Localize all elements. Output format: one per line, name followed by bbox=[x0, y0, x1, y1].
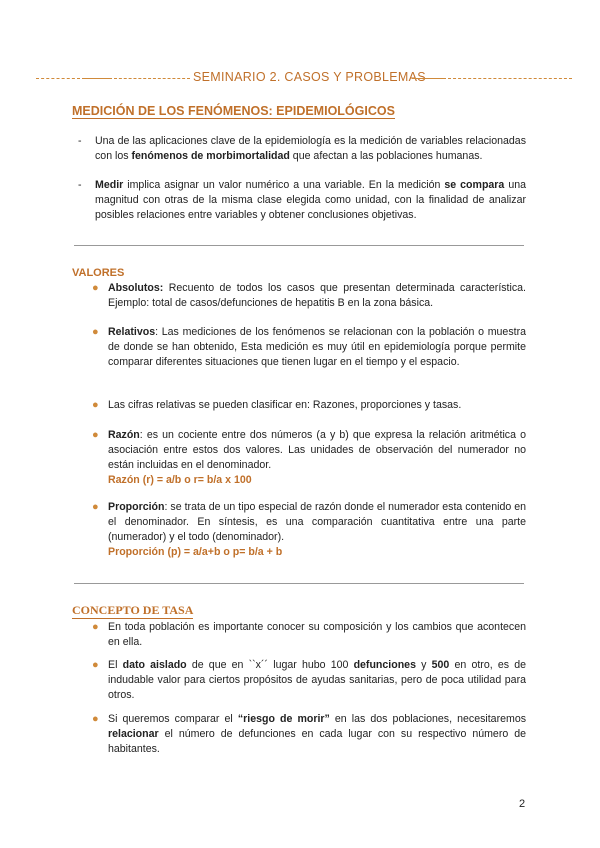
bullet-dot: ● bbox=[92, 713, 99, 725]
list-item-razon: ● Razón: es un cociente entre dos números (a y b) que expresa la relación aritmética o asociación entre estos dos valores. Las unidades de observación del numerador no están incluidas en el denominador. Razón (r) = a/b o r= b/a x 100 bbox=[92, 429, 526, 486]
bullet-dot: ● bbox=[92, 621, 99, 633]
section-title-tasa: CONCEPTO DE TASA bbox=[72, 603, 194, 617]
bullet-dot: ● bbox=[92, 659, 99, 671]
header-rule-dashed-right bbox=[448, 78, 572, 79]
header-rule-dashed-left bbox=[36, 78, 80, 79]
list-item: ● En toda población es importante conocer su composición y los cambios que acontecen en ella. bbox=[92, 621, 526, 648]
bullet-dot: ● bbox=[92, 429, 99, 441]
page-number: 2 bbox=[519, 798, 526, 810]
section-title-valores: VALORES bbox=[72, 267, 125, 279]
bullet-dot: ● bbox=[92, 399, 99, 411]
list-item-relativos: ● Relativos: Las mediciones de los fenómenos se relacionan con la población o muestra de donde se han obtenido, Esta medición es muy útil en epidemiología porque permite comparar diferentes situaciones que tienen lugar en el tiempo y el espacio. bbox=[92, 326, 526, 368]
page-header bbox=[36, 70, 572, 86]
list-item: ● El dato aislado de que en ``x´´ lugar hubo 100 defunciones y 500 en otro, es de indudable valor para ciertos propósitos de ayudas sanitarias, pero de poca utilidad para otros. bbox=[92, 659, 527, 701]
dash-bullet: - bbox=[78, 179, 82, 191]
header-rule-solid-left bbox=[82, 78, 112, 79]
bullet-dot: ● bbox=[92, 282, 99, 294]
bullet-dot: ● bbox=[92, 501, 99, 513]
formula-razon: Razón (r) = a/b o r= b/a x 100 bbox=[108, 474, 252, 486]
list-item: - Una de las aplicaciones clave de la epidemiología es la medición de variables relacionadas con los fenómenos de morbimortalidad que afectan a las poblaciones humanas. bbox=[78, 135, 526, 162]
bullet-dot: ● bbox=[92, 326, 99, 338]
section-divider bbox=[74, 583, 524, 584]
section-title-medicion: MEDICIÓN DE LOS FENÓMENOS: EPIDEMIOLÓGICOS bbox=[72, 104, 395, 118]
list-item-proporcion: ● Proporción: se trata de un tipo especial de razón donde el numerador esta contenido en el denominador. En síntesis, es una comparación cuantitativa entre una parte (numerador) y el todo (denominador). Proporción (p) = a/a+b o p= b/a + b bbox=[92, 501, 526, 558]
list-item: ● Si queremos comparar el “riesgo de morir” en las dos poblaciones, necesitaremos relacionar el número de defunciones en cada lugar con su respectivo número de habitantes. bbox=[92, 713, 527, 755]
list-item-absolutos: ● Absolutos: Recuento de todos los casos que presentan determinada característica. Ejemplo: total de casos/defunciones de hepatitis B en la zona básica. bbox=[92, 282, 526, 309]
list-item-cifras: ● Las cifras relativas se pueden clasificar en: Razones, proporciones y tasas. bbox=[92, 399, 462, 411]
header-title: SEMINARIO 2. CASOS Y PROBLEMAS bbox=[193, 70, 426, 84]
header-rule-dashed-left-2 bbox=[114, 78, 190, 79]
list-item: - Medir implica asignar un valor numérico a una variable. En la medición se compara una magnitud con otras de la misma clase elegida como unidad, con la finalidad de analizar posibles relaciones entre variables y obtener conclusiones objetivas. bbox=[78, 179, 526, 221]
dash-bullet: - bbox=[78, 135, 82, 147]
header-rule-solid-right bbox=[412, 78, 446, 79]
section-divider bbox=[74, 245, 524, 246]
formula-proporcion: Proporción (p) = a/a+b o p= b/a + b bbox=[108, 546, 283, 558]
